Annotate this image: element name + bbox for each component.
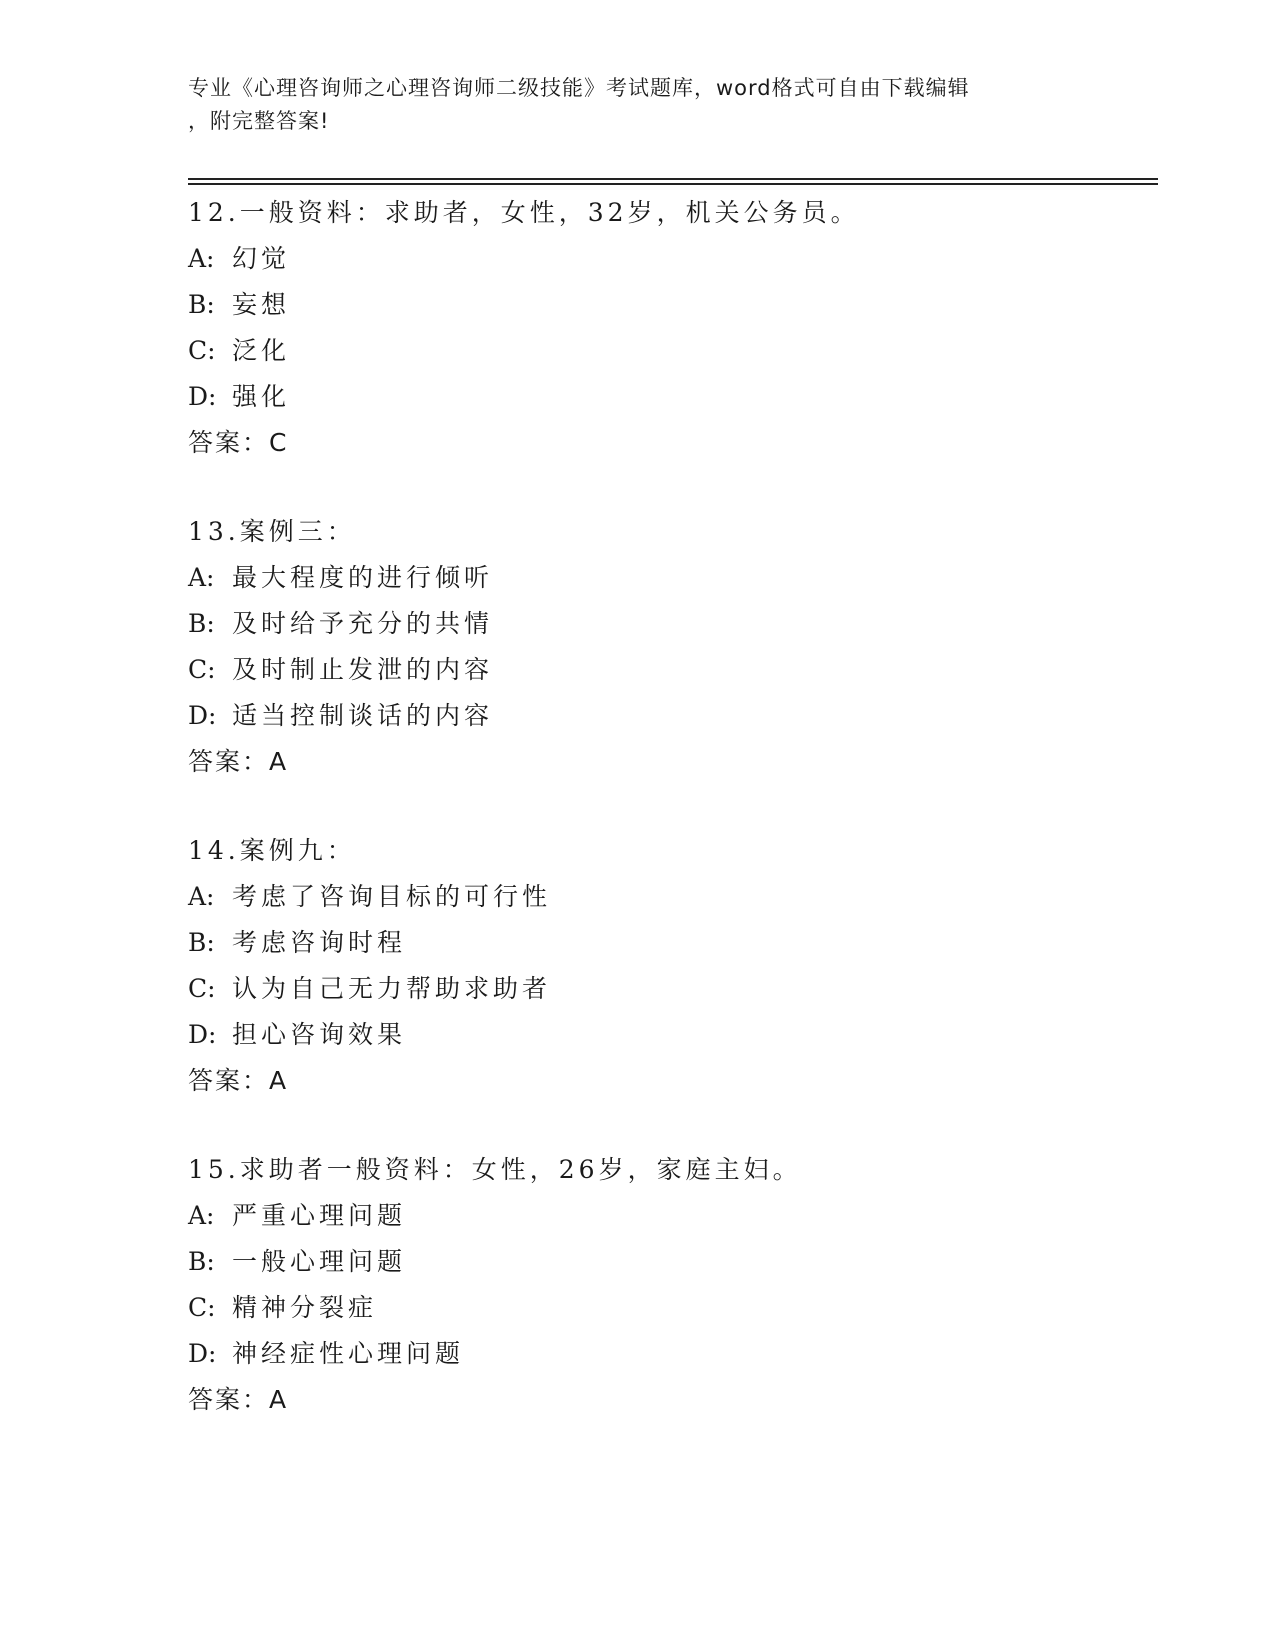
question-block	[188, 509, 1148, 785]
option-d	[188, 1012, 1148, 1058]
answer-line: 答案：C	[188, 428, 289, 457]
option-label: B:	[188, 290, 215, 319]
question-block	[188, 828, 1148, 1104]
option-text: 泛化	[232, 336, 291, 365]
answer-line: 答案：A	[188, 1066, 289, 1095]
header-divider-bottom	[188, 183, 1158, 185]
option-label: B:	[188, 928, 215, 957]
option-b	[188, 920, 1148, 966]
option-text: 幻觉	[232, 244, 291, 273]
option-c	[188, 328, 1148, 374]
question-stem: 13.案例三：	[188, 517, 356, 546]
option-text: 及时制止发泄的内容	[232, 655, 494, 684]
option-text: 神经症性心理问题	[232, 1339, 465, 1368]
option-label: D:	[188, 1020, 217, 1049]
option-label: C:	[188, 655, 216, 684]
option-b	[188, 1239, 1148, 1285]
option-d	[188, 693, 1148, 739]
option-label: C:	[188, 1293, 216, 1322]
option-d	[188, 1331, 1148, 1377]
option-text: 及时给予充分的共情	[232, 609, 494, 638]
question-list	[188, 190, 1148, 1466]
question-stem: 14.案例九：	[188, 836, 356, 865]
header-line-1: 专业《心理咨询师之心理咨询师二级技能》考试题库，word格式可自由下载编辑	[188, 76, 970, 100]
question-stem: 15.求助者一般资料：女性，26岁，家庭主妇。	[188, 1155, 802, 1184]
option-text: 认为自己无力帮助求助者	[232, 974, 552, 1003]
option-text: 担心咨询效果	[232, 1020, 407, 1049]
option-b	[188, 282, 1148, 328]
answer-line: 答案：A	[188, 1385, 289, 1414]
option-text: 考虑了咨询目标的可行性	[232, 882, 552, 911]
question-block	[188, 1147, 1148, 1423]
option-text: 妄想	[232, 290, 291, 319]
option-d	[188, 374, 1148, 420]
option-label: D:	[188, 382, 217, 411]
option-label: A:	[188, 563, 215, 592]
header-divider-top	[188, 178, 1158, 180]
option-text: 适当控制谈话的内容	[232, 701, 494, 730]
question-block	[188, 190, 1148, 466]
option-label: C:	[188, 336, 216, 365]
option-label: D:	[188, 1339, 217, 1368]
option-c	[188, 966, 1148, 1012]
question-stem: 12.一般资料：求助者，女性，32岁，机关公务员。	[188, 198, 860, 227]
option-text: 严重心理问题	[232, 1201, 407, 1230]
option-label: D:	[188, 701, 217, 730]
option-text: 考虑咨询时程	[232, 928, 407, 957]
option-a	[188, 874, 1148, 920]
option-text: 最大程度的进行倾听	[232, 563, 494, 592]
option-c	[188, 1285, 1148, 1331]
option-text: 一般心理问题	[232, 1247, 407, 1276]
document-header	[188, 72, 1088, 138]
option-label: B:	[188, 609, 215, 638]
option-text: 精神分裂症	[232, 1293, 378, 1322]
option-label: A:	[188, 882, 215, 911]
option-a	[188, 236, 1148, 282]
option-label: B:	[188, 1247, 215, 1276]
answer-line: 答案：A	[188, 747, 289, 776]
option-label: A:	[188, 244, 215, 273]
header-line-2: ，附完整答案!	[188, 109, 330, 133]
option-b	[188, 601, 1148, 647]
option-a	[188, 1193, 1148, 1239]
option-a	[188, 555, 1148, 601]
option-label: C:	[188, 974, 216, 1003]
option-c	[188, 647, 1148, 693]
option-label: A:	[188, 1201, 215, 1230]
option-text: 强化	[232, 382, 291, 411]
